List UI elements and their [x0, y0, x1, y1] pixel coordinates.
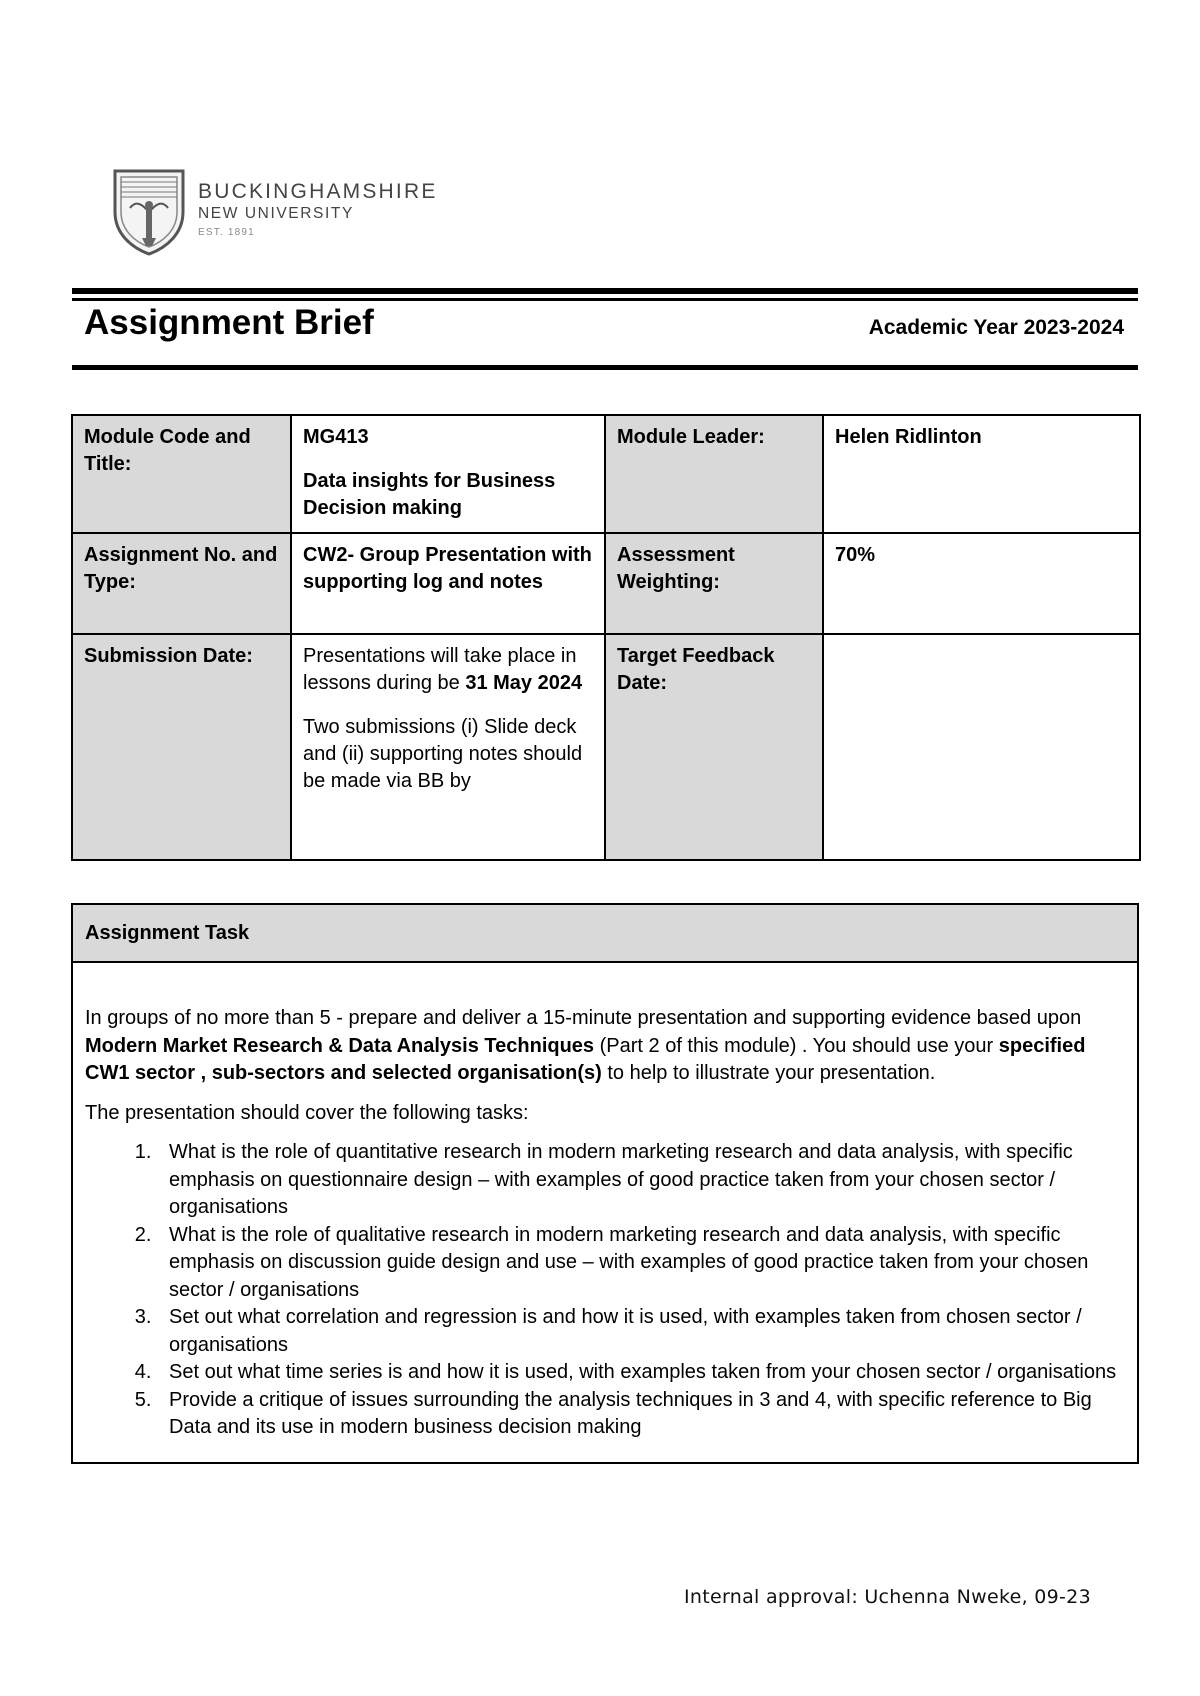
- submission-date: 31 May 2024: [465, 672, 583, 694]
- submission-value: [291, 634, 605, 860]
- page-title: Assignment Brief: [84, 303, 374, 342]
- task-intro-bold-2: specified CW1 sector , sub-sectors and selected organisation(s): [85, 1034, 1086, 1084]
- submission-text-1: [303, 643, 594, 697]
- university-logo: [112, 168, 452, 258]
- university-established: EST. 1891: [198, 227, 255, 238]
- task-intro-1: In groups of no more than 5 - prepare and deliver a 15-minute presentation and supporting evidence based upon: [85, 1007, 1082, 1029]
- assignment-label: Assignment No. and Type:: [72, 533, 291, 634]
- assignment-task-box: [71, 903, 1139, 1464]
- submission-text-1a: Presentations will take place in lessons during be: [303, 645, 577, 694]
- leader-value: Helen Ridlinton: [823, 415, 1140, 533]
- academic-year: Academic Year 2023-2024: [868, 316, 1124, 339]
- list-item: 4. Set out what time series is and how it is used, with examples taken from your chosen sector / organisations: [157, 1359, 1123, 1387]
- submission-text-2: Two submissions (i) Slide deck and (ii) supporting notes should be made via BB by: [303, 716, 583, 792]
- task-list: [85, 1139, 1123, 1442]
- module-code: MG413: [303, 426, 369, 448]
- list-item: 1. What is the role of quantitative research in modern marketing research and data analysis, with specific emphasis on questionnaire design – with examples of good practice taken from your chosen sector / organisations: [157, 1139, 1123, 1222]
- submission-label: Submission Date:: [72, 634, 291, 860]
- list-item: 2. What is the role of qualitative research in modern marketing research and data analysis, with specific emphasis on discussion guide design and use – with examples of good practice taken from your chosen sector / organisations: [157, 1222, 1123, 1305]
- top-rule-thin: [72, 298, 1138, 301]
- list-item: 5. Provide a critique of issues surrounding the analysis techniques in 3 and 4, with specific reference to Big Data and its use in modern business decision making: [157, 1387, 1123, 1442]
- weighting-label: Assessment Weighting:: [605, 533, 823, 634]
- assignment-value: CW2- Group Presentation with supporting log and notes: [291, 533, 605, 634]
- top-rule-thick: [72, 288, 1138, 294]
- task-body: [73, 963, 1137, 1462]
- bottom-rule: [72, 365, 1138, 370]
- table-row: [72, 634, 1140, 860]
- feedback-label: Target Feedback Date:: [605, 634, 823, 860]
- list-item: 3. Set out what correlation and regression is and how it is used, with examples taken from chosen sector / organisations: [157, 1304, 1123, 1359]
- university-name-line1: BUCKINGHAMSHIRE: [198, 180, 438, 203]
- table-row: [72, 533, 1140, 634]
- task-intro-3: to help to illustrate your presentation.: [601, 1062, 936, 1084]
- module-title: Data insights for Business Decision making: [303, 470, 556, 519]
- table-row: [72, 415, 1140, 533]
- task-intro-bold-1: Modern Market Research & Data Analysis Techniques: [85, 1034, 595, 1057]
- module-value: [291, 415, 605, 533]
- feedback-value: [823, 634, 1140, 860]
- task-intro: [85, 1005, 1123, 1088]
- university-name-line2: NEW UNIVERSITY: [198, 205, 354, 222]
- module-label: Module Code and Title:: [72, 415, 291, 533]
- task-intro-2: (Part 2 of this module) . You should use your: [594, 1034, 999, 1057]
- module-info-table: [71, 414, 1141, 861]
- task-lead-in: The presentation should cover the following tasks:: [85, 1101, 529, 1124]
- university-crest-icon: [112, 168, 186, 256]
- internal-approval-footer: Internal approval: Uchenna Nweke, 09-23: [684, 1586, 1091, 1608]
- university-name: [198, 180, 438, 242]
- leader-label: Module Leader:: [605, 415, 823, 533]
- weighting-value: 70%: [823, 533, 1140, 634]
- task-heading: Assignment Task: [73, 905, 1137, 963]
